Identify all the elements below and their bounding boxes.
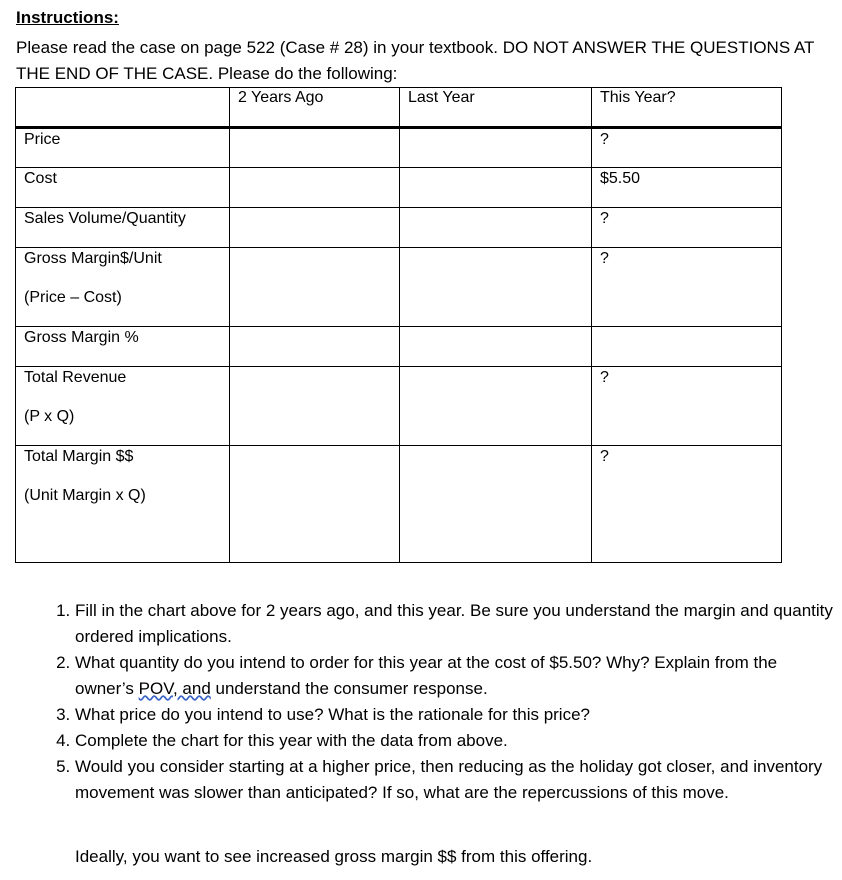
cell-gm-pct-2-years-ago[interactable] [230, 327, 400, 367]
cell-total-margin-last-year[interactable] [400, 446, 592, 563]
question-5: 5. Would you consider starting at a higher price, then reducing as the holiday got closer, and inventory movement was slower than anticipated? If so, what are the repercussions of this move. [75, 754, 835, 806]
table-row [16, 327, 782, 367]
table-row [16, 208, 782, 248]
cell-total-margin-this-year[interactable]: ? [592, 446, 782, 563]
row-sublabel-unit-margin-x-q: (Unit Margin x Q) [24, 487, 146, 504]
closing-note: Ideally, you want to see increased gross margin $$ from this offering. [75, 847, 593, 866]
cell-cost-last-year[interactable] [400, 168, 592, 208]
cell-gm-unit-last-year[interactable] [400, 248, 592, 327]
question-1: 1. Fill in the chart above for 2 years ago, and this year. Be sure you understand the margin and quantity ordered implications. [75, 598, 835, 650]
cell-gm-pct-last-year[interactable] [400, 327, 592, 367]
spellcheck-flagged-text: POV, and [138, 679, 211, 698]
table-row [16, 446, 782, 563]
question-4: 4. Complete the chart for this year with the data from above. [75, 728, 835, 754]
table-header-row [16, 88, 782, 128]
row-label-gross-margin-unit: Gross Margin$/Unit (Price – Cost) [16, 248, 230, 327]
table-row [16, 248, 782, 327]
instructions-heading: Instructions: [16, 8, 119, 27]
cell-volume-last-year[interactable] [400, 208, 592, 248]
row-label-total-margin: Total Margin $$ (Unit Margin x Q) [16, 446, 230, 563]
table-row [16, 128, 782, 168]
question-2: 2. What quantity do you intend to order for this year at the cost of $5.50? Why? Explain from the owner’s POV, and understand the consumer response. [75, 650, 835, 702]
cell-revenue-last-year[interactable] [400, 367, 592, 446]
cell-revenue-this-year[interactable]: ? [592, 367, 782, 446]
table-row [16, 367, 782, 446]
row-label-gross-margin-percent: Gross Margin % [16, 327, 230, 367]
cell-volume-2-years-ago[interactable] [230, 208, 400, 248]
cell-gm-pct-this-year[interactable] [592, 327, 782, 367]
cell-volume-this-year[interactable]: ? [592, 208, 782, 248]
row-sublabel-p-x-q: (P x Q) [24, 408, 75, 425]
cell-price-this-year[interactable]: ? [592, 128, 782, 168]
header-this-year: This Year? [592, 88, 782, 128]
table-row [16, 168, 782, 208]
margin-chart-table [15, 87, 782, 563]
cell-gm-unit-this-year[interactable]: ? [592, 248, 782, 327]
cell-cost-this-year[interactable]: $5.50 [592, 168, 782, 208]
question-3: 3. What price do you intend to use? What is the rationale for this price? [75, 702, 835, 728]
row-label-price: Price [16, 128, 230, 168]
header-2-years-ago: 2 Years Ago [230, 88, 400, 128]
cell-revenue-2-years-ago[interactable] [230, 367, 400, 446]
row-label-cost: Cost [16, 168, 230, 208]
instructions-intro: Please read the case on page 522 (Case # 28) in your textbook. DO NOT ANSWER THE QUESTIONS AT THE END OF THE CASE. Please do the following: [16, 38, 815, 83]
row-sublabel-price-minus-cost: (Price – Cost) [24, 289, 122, 306]
header-last-year: Last Year [400, 88, 592, 128]
header-blank [16, 88, 230, 128]
cell-gm-unit-2-years-ago[interactable] [230, 248, 400, 327]
cell-price-last-year[interactable] [400, 128, 592, 168]
question-list [48, 598, 835, 806]
row-label-sales-volume: Sales Volume/Quantity [16, 208, 230, 248]
cell-total-margin-2-years-ago[interactable] [230, 446, 400, 563]
row-label-total-revenue: Total Revenue (P x Q) [16, 367, 230, 446]
cell-cost-2-years-ago[interactable] [230, 168, 400, 208]
cell-price-2-years-ago[interactable] [230, 128, 400, 168]
